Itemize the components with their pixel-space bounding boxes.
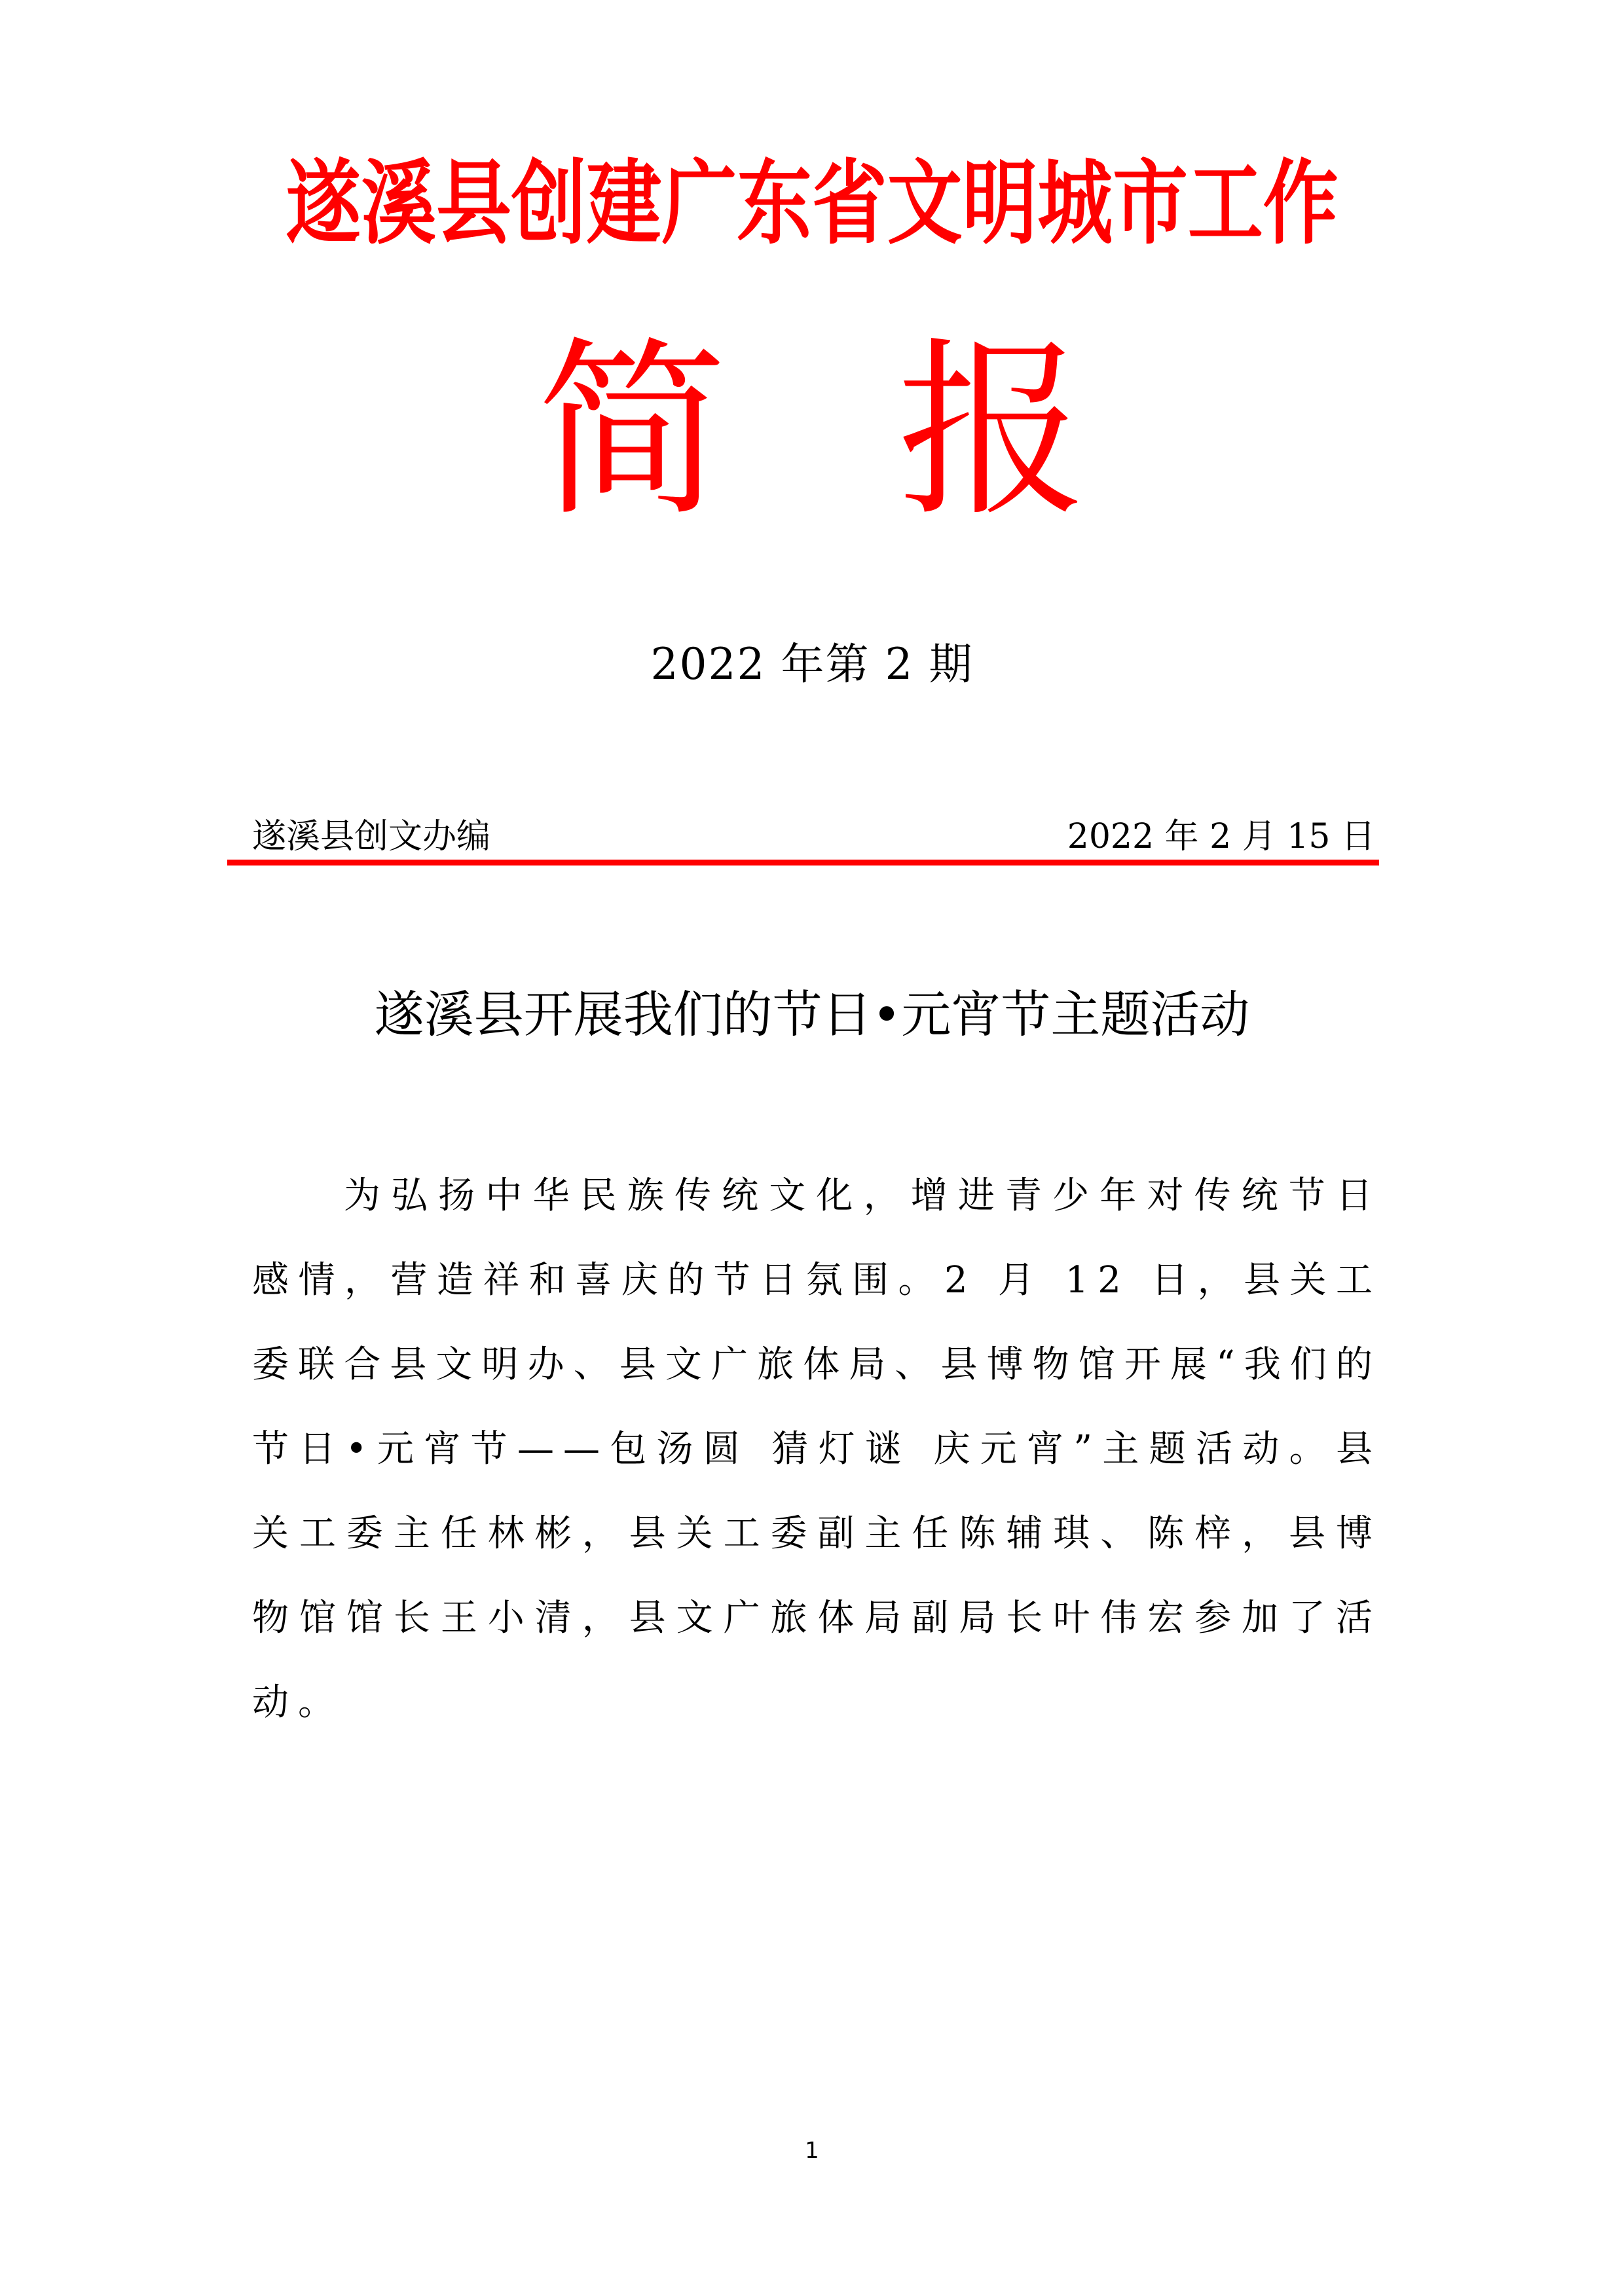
red-divider — [227, 860, 1379, 866]
issue-date: 2022 年 2 月 15 日 — [1067, 817, 1375, 856]
masthead-title: 遂溪县创建广东省文明城市工作 — [286, 151, 1338, 257]
article-paragraph: 为弘扬中华民族传统文化，增进青少年对传统节日感情，营造祥和喜庆的节日氛围。2 月 12 日，县关工委联合县文明办、县文广旅体局、县博物馆开展“我们的节日•元宵节——包汤圆 猜灯谜 庆元宵”主题活动。县关工委主任林彬，县关工委副主任陈辅琪、陈梓，县博物馆馆长王小清，县文广旅体局副局长叶伟宏参加了活动。 — [252, 1175, 1382, 1724]
editor-label: 遂溪县创文办编 — [252, 817, 491, 856]
masthead-jianbao — [0, 321, 1624, 542]
article-title: 遂溪县开展我们的节日•元宵节主题活动 — [374, 985, 1250, 1044]
masthead-char-bao: 报 — [897, 321, 1087, 542]
meta-row — [252, 817, 1375, 856]
masthead-char-jian: 简 — [537, 321, 727, 542]
issue-number: 2022 年第 2 期 — [650, 639, 974, 689]
page-number: 1 — [805, 2138, 819, 2164]
article-body — [252, 1154, 1382, 1745]
